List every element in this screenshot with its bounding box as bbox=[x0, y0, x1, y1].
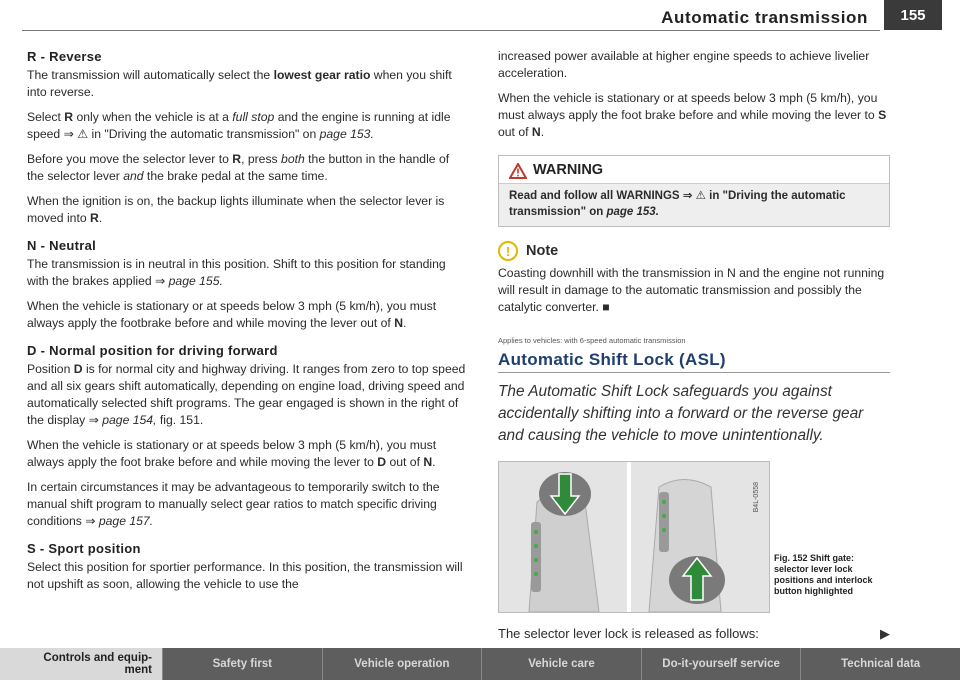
note-title: ! Note bbox=[498, 241, 890, 261]
applies-to-vehicles: Applies to vehicles: with 6-speed automatic transmission bbox=[498, 336, 686, 345]
warning-body: Read and follow all WARNINGS ⇒ ⚠ in "Driving the automatic transmission" on page 153. bbox=[499, 183, 889, 226]
footer-nav bbox=[0, 648, 960, 680]
section-intro: The Automatic Shift Lock safeguards you against accidentally shifting into a forward or the reverse gear and causing the vehicle to move unintentionally. bbox=[498, 383, 864, 444]
footer-tab-safety[interactable]: Safety first bbox=[162, 648, 322, 680]
left-column bbox=[27, 48, 467, 601]
drive-paragraph-2: When the vehicle is stationary or at speeds below 3 mph (5 km/h), you must always apply the foot brake before and while moving the lever to D out of N. bbox=[27, 438, 437, 469]
reverse-heading: R - Reverse bbox=[27, 49, 102, 64]
reverse-paragraph-4: When the ignition is on, the backup lights illuminate when the selector lever is moved into R. bbox=[27, 194, 445, 225]
sport-continued-paragraph: increased power available at higher engine speeds to achieve livelier acceleration. bbox=[498, 49, 870, 80]
page-154-link[interactable]: page 154, bbox=[102, 413, 157, 427]
warning-page-153-link[interactable]: page 153. bbox=[606, 206, 659, 218]
warning-box bbox=[498, 155, 890, 227]
page-number: 155 bbox=[884, 0, 942, 30]
warning-triangle-icon bbox=[509, 163, 527, 179]
section-rule bbox=[498, 372, 890, 373]
footer-tab-diy-service[interactable]: Do-it-yourself service bbox=[641, 648, 801, 680]
sport-continued-paragraph-2: When the vehicle is stationary or at speeds below 3 mph (5 km/h), you must always apply the foot brake before and while moving the lever to S out of N. bbox=[498, 91, 887, 139]
footer-tab-vehicle-operation[interactable]: Vehicle operation bbox=[322, 648, 482, 680]
drive-paragraph-1: Position D is for normal city and highway driving. It ranges from zero to top speed and all six gears shift automatically, depending on engine load, driving speed and automatically selected shift programs. The gear engaged is shown in the right of the display ⇒ page 154, fig. 151. bbox=[27, 362, 466, 427]
neutral-heading: N - Neutral bbox=[27, 238, 97, 253]
right-column bbox=[498, 48, 890, 642]
figure-152 bbox=[498, 461, 890, 611]
figure-code: B4L-0558 bbox=[753, 482, 760, 513]
drive-paragraph-3: In certain circumstances it may be advantageous to temporarily switch to the manual shift program to manually select gear ratios to match specific driving conditions ⇒ page 157. bbox=[27, 480, 440, 528]
footer-tab-controls[interactable]: Controls and equip- ment bbox=[0, 648, 162, 680]
shift-gate-illustration bbox=[499, 462, 769, 612]
note-info-icon: ! bbox=[498, 241, 518, 261]
reverse-paragraph-2: Select R only when the vehicle is at a full stop and the engine is running at idle speed ⇒ ⚠ in "Driving the automatic transmission" on page 153. bbox=[27, 110, 451, 141]
lock-release-line: The selector lever lock is released as follows: ▶ bbox=[498, 626, 890, 641]
shift-gate-image bbox=[498, 461, 770, 613]
neutral-paragraph-2: When the vehicle is stationary or at speeds below 3 mph (5 km/h), you must always apply the footbrake before and while moving the lever out of N. bbox=[27, 299, 437, 330]
neutral-paragraph-1: The transmission is in neutral in this position. Shift to this position for standing with the brakes applied ⇒ page 155. bbox=[27, 257, 446, 288]
note-body: Coasting downhill with the transmission in N and the engine not running will result in damage to the automatic transmission and possibly the catalytic converter. ■ bbox=[498, 266, 885, 314]
page-157-link[interactable]: page 157. bbox=[98, 514, 154, 528]
page-155-link[interactable]: page 155. bbox=[168, 274, 223, 288]
footer-tab-technical-data[interactable]: Technical data bbox=[800, 648, 960, 680]
page-153-link[interactable]: page 153. bbox=[319, 127, 374, 141]
section-title-asl: Automatic Shift Lock (ASL) bbox=[498, 350, 726, 369]
continue-arrow-icon: ▶ bbox=[880, 626, 890, 641]
figure-caption: Fig. 152 Shift gate: selector lever lock positions and interlock button highlighted bbox=[774, 553, 873, 596]
running-header-title: Automatic transmission bbox=[661, 8, 868, 27]
reverse-paragraph-1: The transmission will automatically select the lowest gear ratio when you shift into reverse. bbox=[27, 68, 452, 99]
sport-paragraph-1: Select this position for sportier performance. In this position, the transmission will not upshift as soon, allowing the vehicle to use the bbox=[27, 560, 463, 591]
sport-heading: S - Sport position bbox=[27, 541, 141, 556]
footer-tab-vehicle-care[interactable]: Vehicle care bbox=[481, 648, 641, 680]
drive-heading: D - Normal position for driving forward bbox=[27, 343, 278, 358]
reverse-paragraph-3: Before you move the selector lever to R, press both the button in the handle of the selector lever and the brake pedal at the same time. bbox=[27, 152, 450, 183]
header-rule bbox=[22, 30, 880, 31]
warning-title: WARNING bbox=[499, 156, 889, 183]
